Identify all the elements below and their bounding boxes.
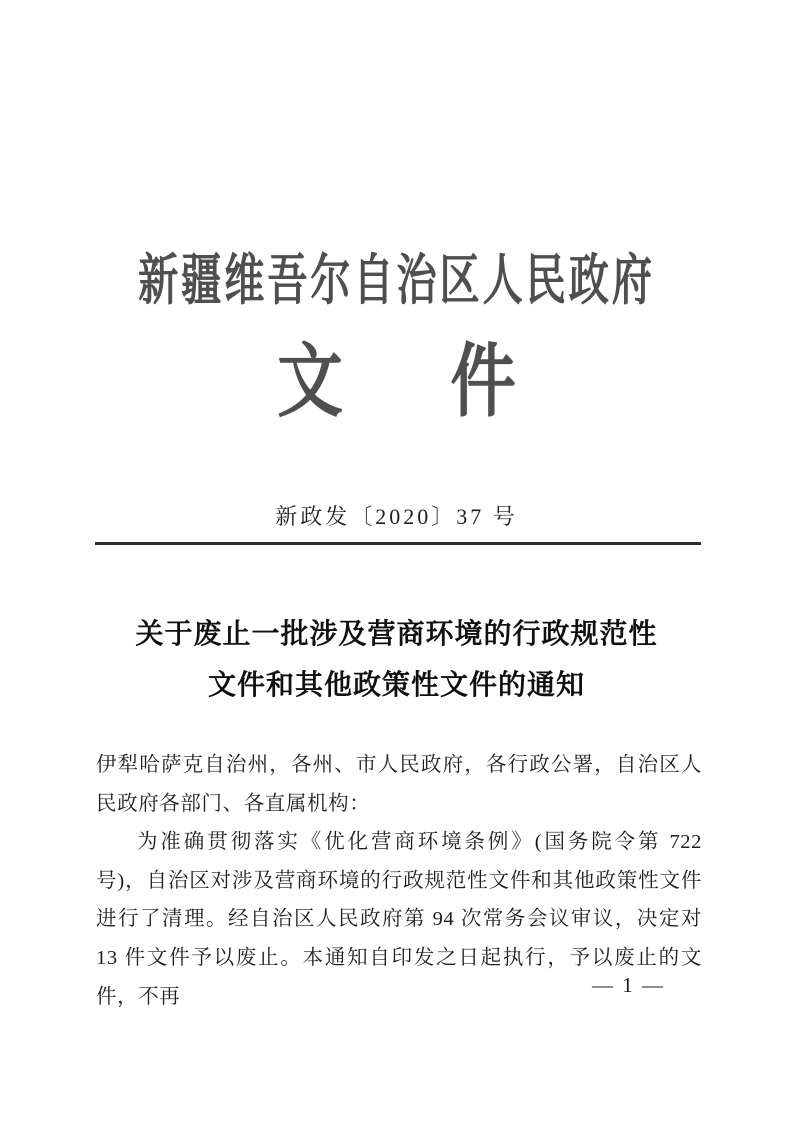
doc-title xyxy=(0,609,793,711)
paragraph-1: 为准确贯彻落实《优化营商环境条例》(国务院令第 722 号)，自治区对涉及营商环境的行政规范性文件和其他政策性文件进行了清理。经自治区人民政府第 94 次常务会议审议，决定对 13 件文件予以废止。本通知自印发之日起执行，予以废止的文件，不再 xyxy=(96,831,702,1008)
page-number: — 1 — xyxy=(592,973,665,997)
doc-number: 新政发〔2020〕37 号 xyxy=(275,504,518,529)
doc-type-char-jian: 件 xyxy=(450,339,516,427)
issuer-name: 新疆维吾尔自治区人民政府 xyxy=(138,250,655,311)
doc-type-char-wen: 文 xyxy=(277,339,343,427)
doc-title-line-1: 关于废止一批涉及营商环境的行政规范性 xyxy=(135,619,658,650)
salutation: 伊犁哈萨克自治州，各州、市人民政府，各行政公署，自治区人民政府各部门、各直属机构： xyxy=(96,754,702,815)
doc-type-heading xyxy=(0,340,793,426)
doc-title-line-2: 文件和其他政策性文件的通知 xyxy=(207,670,585,701)
header-rule xyxy=(95,542,701,545)
